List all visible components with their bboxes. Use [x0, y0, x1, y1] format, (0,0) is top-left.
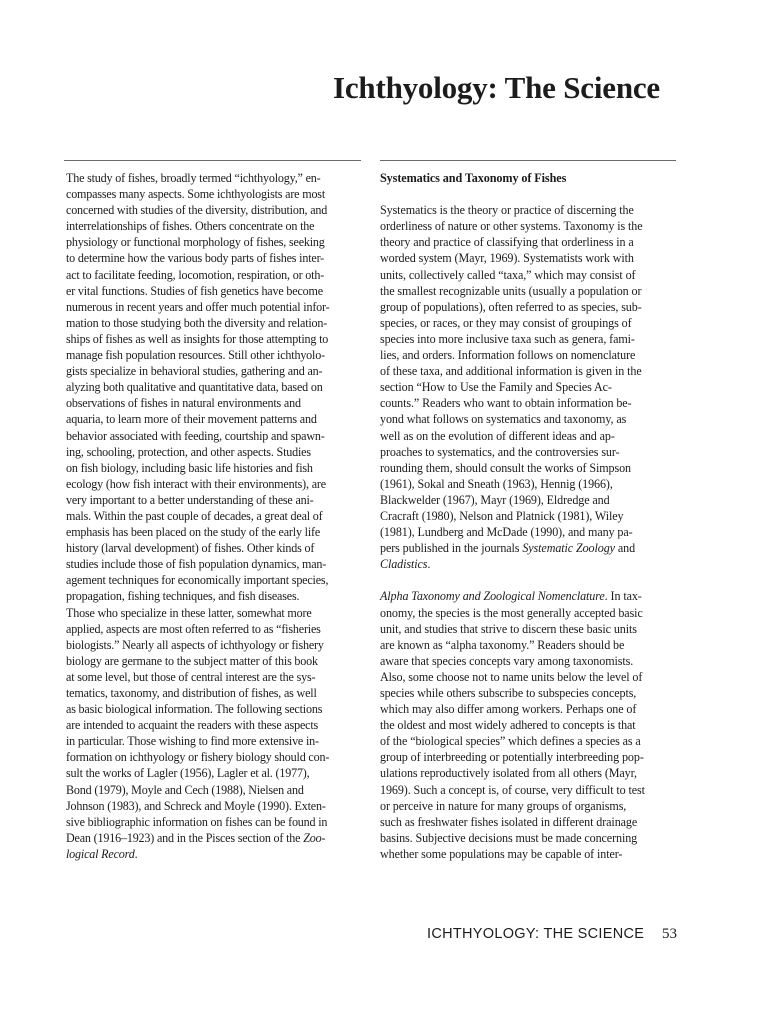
text-line [380, 846, 676, 862]
text-line [66, 444, 366, 460]
alpha-taxonomy-first-line [380, 588, 676, 604]
text-line [380, 830, 676, 846]
journal-and: and [614, 541, 636, 556]
text-line [380, 685, 676, 701]
text-line [380, 524, 676, 540]
text-line-content: biology are germane to the subject matter of this book [66, 653, 318, 668]
text-line [380, 444, 676, 460]
text-line [380, 202, 676, 218]
text-line [66, 411, 366, 427]
text-line-content: alyzing both qualitative and quantitative data, based on [66, 380, 323, 395]
text-line [66, 315, 366, 331]
text-line [66, 653, 366, 669]
text-line-content: such as freshwater fishes isolated in different drainage [380, 814, 638, 829]
text-line-content: section “How to Use the Family and Species Ac- [380, 380, 612, 395]
right-column-rule [380, 160, 676, 161]
text-line-content: the oldest and most widely adhered to concepts is that [380, 718, 636, 733]
text-line-content: studies include those of fish population dynamics, man- [66, 557, 327, 572]
text-line-content: whether some populations may be capable of inter- [380, 846, 623, 861]
text-line-content: well as on the evolution of different ideas and ap- [380, 428, 615, 443]
subsection-heading-period: . [604, 589, 608, 604]
text-line [380, 283, 676, 299]
text-line-content: act to facilitate feeding, locomotion, respiration, or oth- [66, 267, 325, 282]
text-line [66, 508, 366, 524]
text-line-content: orderliness of nature or other systems. Taxonomy is the [380, 219, 643, 234]
text-line-content: group of interbreeding or potentially interbreeding pop- [380, 750, 644, 765]
spacer [380, 186, 676, 202]
text-line-content: unit, and studies that strive to discern these basic units [380, 621, 637, 636]
text-line-content: sult the works of Lagler (1956), Lagler et al. (1977), [66, 766, 310, 781]
text-line-content: agement techniques for economically important species, [66, 573, 329, 588]
text-line-content: at some level, but those of central interest are the sys- [66, 669, 316, 684]
text-line-content: counts.” Readers who want to obtain information be- [380, 396, 632, 411]
text-line-content: to determine how the various body parts of fishes inter- [66, 251, 325, 266]
text-line [66, 331, 366, 347]
text-line [380, 701, 676, 717]
paragraph-start: In tax- [607, 589, 642, 604]
text-line [380, 492, 676, 508]
text-line-content: or perceive in nature for many groups of organisms, [380, 798, 627, 813]
text-line [66, 218, 366, 234]
text-line [66, 588, 366, 604]
text-line-content: rounding them, should consult the works of Simpson [380, 460, 631, 475]
text-line [66, 605, 366, 621]
text-line-content: on fish biology, including basic life histories and fish [66, 460, 313, 475]
text-line [380, 411, 676, 427]
text-line-content: emphasis has been placed on the study of the early life [66, 525, 321, 540]
text-line [380, 605, 676, 621]
text-line-content: are known as “alpha taxonomy.” Readers should be [380, 637, 625, 652]
text-line [380, 717, 676, 733]
text-line [66, 379, 366, 395]
text-line-content: group of populations), often referred to as species, sub- [380, 299, 642, 314]
text-line [380, 798, 676, 814]
text-line [66, 283, 366, 299]
text-line-content: gists specialize in behavioral studies, gathering and an- [66, 364, 323, 379]
text-line-content: compasses many aspects. Some ichthyologists are most [66, 187, 326, 202]
text-line [66, 749, 366, 765]
text-line-content: history (larval development) of fishes. Other kinds of [66, 541, 315, 556]
text-line [380, 379, 676, 395]
text-line [66, 830, 366, 846]
text-line [66, 250, 366, 266]
journal-title-italic: Zoo- [303, 830, 326, 845]
text-line-content: (1961), Sokal and Sneath (1963), Hennig (1966), [380, 476, 613, 491]
text-line-content: biologists.” Nearly all aspects of ichthyology or fishery [66, 637, 324, 652]
text-line-content: worded system (Mayr, 1969). Systematists work with [380, 251, 634, 266]
text-line-content: Also, some choose not to name units below the level of [380, 669, 643, 684]
text-line-content: observations of fishes in natural environments and [66, 396, 301, 411]
closing-period: . [134, 846, 138, 861]
text-line [380, 234, 676, 250]
left-column [66, 170, 366, 862]
text-line-content: Cracraft (1980), Nelson and Platnick (1981), Wiley [380, 508, 624, 523]
text-line [380, 218, 676, 234]
text-line-content: onomy, the species is the most generally accepted basic [380, 605, 643, 620]
text-line [66, 814, 366, 830]
text-line-content: aware that species concepts vary among taxonomists. [380, 653, 634, 668]
text-line-content: er vital functions. Studies of fish genetics have become [66, 283, 323, 298]
text-line-content: species while others subscribe to subspecies concepts, [380, 686, 637, 700]
text-line-content: ships of fishes as well as insights for those attempting to [66, 331, 329, 346]
text-line-content: theory and practice of classifying that orderliness in a [380, 235, 634, 250]
text-line-content: ing, schooling, protection, and other aspects. Studies [66, 444, 311, 459]
text-line-content: (1981), Lundberg and McDade (1990), and many pa- [380, 525, 633, 540]
text-line-content: propagation, fishing techniques, and fish diseases. [66, 589, 300, 604]
text-line [380, 637, 676, 653]
text-line [66, 492, 366, 508]
alpha-taxonomy-paragraph [380, 605, 676, 863]
text-line-content: physiology or functional morphology of fishes, seeking [66, 235, 325, 250]
text-line-content: ecology (how fish interact with their environments), are [66, 476, 326, 491]
text-line [380, 267, 676, 283]
text-line [66, 524, 366, 540]
text-line [380, 250, 676, 266]
text-line-content: 1969). Such a concept is, of course, very difficult to test [380, 782, 645, 797]
text-line [380, 476, 676, 492]
text-line-content: the smallest recognizable units (usually a population or [380, 283, 642, 298]
text-line [66, 476, 366, 492]
text-line-content: numerous in recent years and offer much potential infor- [66, 299, 330, 314]
running-footer-title: ICHTHYOLOGY: THE SCIENCE [427, 926, 645, 942]
text-line [66, 234, 366, 250]
text-line [380, 460, 676, 476]
text-line-content: formation on ichthyology or fishery biology should con- [66, 750, 330, 765]
page-title: Ichthyology: The Science [332, 70, 660, 105]
text-line-content: applied, aspects are most often referred to as “fisheries [66, 621, 321, 636]
text-line-content: Dean (1916–1923) and in the Pisces section of the [66, 830, 304, 845]
text-line-content: Blackwelder (1967), Mayr (1969), Eldredge and [380, 492, 610, 507]
text-line-content: The study of fishes, broadly termed “ichthyology,” en- [66, 171, 321, 185]
journal-title-italic: logical Record [66, 846, 135, 861]
text-line [380, 669, 676, 685]
text-line-content: aquaria, to learn more of their movement patterns and [66, 412, 317, 427]
text-line-content: Those who specialize in these latter, somewhat more [66, 605, 312, 620]
text-line [380, 363, 676, 379]
text-line [380, 428, 676, 444]
left-column-rule [64, 160, 361, 161]
text-line-content: units, collectively called “taxa,” which may consist of [380, 267, 636, 282]
text-line [66, 428, 366, 444]
text-line-content: pers published in the journals [380, 541, 523, 556]
text-line [66, 347, 366, 363]
text-line-content: yond what follows on systematics and taxonomy, as [380, 412, 627, 427]
text-line-content: species into more inclusive taxa such as genera, fami- [380, 331, 635, 346]
text-line [66, 669, 366, 685]
text-line-content: interrelationships of fishes. Others concentrate on the [66, 219, 315, 234]
text-line [66, 170, 366, 186]
text-line-content: in particular. Those wishing to find more extensive in- [66, 734, 319, 749]
text-line [380, 395, 676, 411]
text-line-content: behavior associated with feeding, courtship and spawn- [66, 428, 325, 443]
section-heading: Systematics and Taxonomy of Fishes [380, 171, 567, 185]
text-line [66, 202, 366, 218]
text-line [66, 733, 366, 749]
text-line-content: mals. Within the past couple of decades, a great deal of [66, 508, 323, 523]
text-line [380, 508, 676, 524]
subsection-heading: Alpha Taxonomy and Zoological Nomenclature [380, 589, 605, 604]
text-line-content: Bond (1979), Moyle and Cech (1988), Nielsen and [66, 782, 304, 797]
text-line [66, 765, 366, 781]
text-line-content: basins. Subjective decisions must be made concerning [380, 830, 638, 845]
text-line-content: of the “biological species” which defines a species as a [380, 734, 641, 749]
text-line-content: as basic biological information. The following sections [66, 702, 323, 717]
text-line [380, 749, 676, 765]
text-line [380, 733, 676, 749]
page-number: 53 [662, 926, 677, 942]
text-line-content: mation to those studying both the diversity and relation- [66, 315, 328, 330]
text-line [66, 186, 366, 202]
text-line-content: ulations reproductively isolated from all others (Mayr, [380, 766, 637, 781]
left-column-body [66, 170, 366, 846]
text-line-content: proaches to systematics, and the controversies sur- [380, 444, 620, 459]
journal-line [380, 556, 676, 572]
spacer [380, 572, 676, 588]
text-line [66, 798, 366, 814]
right-column [380, 170, 676, 862]
text-line [66, 621, 366, 637]
text-line [66, 267, 366, 283]
text-line-content: tematics, taxonomy, and distribution of fishes, as well [66, 686, 317, 700]
text-line-content: which may also differ among workers. Perhaps one of [380, 702, 637, 717]
journal-name-systematic-zoology: Systematic Zoology [522, 541, 615, 556]
text-line-content: lies, and orders. Information follows on nomenclature [380, 348, 636, 363]
text-line-content: very important to a better understanding of these ani- [66, 492, 314, 507]
text-line [380, 814, 676, 830]
text-line-content: sive bibliographic information on fishes can be found in [66, 814, 328, 829]
text-line [380, 347, 676, 363]
text-line [66, 363, 366, 379]
text-line-content: manage fish population resources. Still other ichthyolo- [66, 348, 325, 363]
text-line [380, 299, 676, 315]
text-line [66, 299, 366, 315]
text-line [66, 540, 366, 556]
text-line [380, 315, 676, 331]
text-line [66, 395, 366, 411]
text-line-content: Systematics is the theory or practice of discerning the [380, 203, 634, 218]
text-line [66, 685, 366, 701]
text-line [66, 701, 366, 717]
text-line-content: of these taxa, and additional information is given in the [380, 364, 642, 379]
text-line-content: Johnson (1983), and Schreck and Moyle (1990). Exten- [66, 798, 326, 813]
text-line [380, 653, 676, 669]
text-line [66, 717, 366, 733]
journal-name-cladistics: Cladistics [380, 557, 428, 572]
systematics-paragraph [380, 202, 676, 556]
text-line [66, 637, 366, 653]
text-line [380, 621, 676, 637]
text-line [380, 331, 676, 347]
text-line [380, 782, 676, 798]
text-line [380, 540, 676, 556]
text-line-content: are intended to acquaint the readers with these aspects [66, 718, 319, 733]
text-line-content: species, or races, or they may consist of groupings of [380, 315, 632, 330]
journal-end: . [427, 557, 431, 572]
left-column-closing-line [66, 846, 366, 862]
text-line [380, 765, 676, 781]
text-line-content: concerned with studies of the diversity, distribution, and [66, 203, 328, 218]
text-line [66, 460, 366, 476]
text-line [66, 782, 366, 798]
text-line [66, 572, 366, 588]
text-line [66, 556, 366, 572]
